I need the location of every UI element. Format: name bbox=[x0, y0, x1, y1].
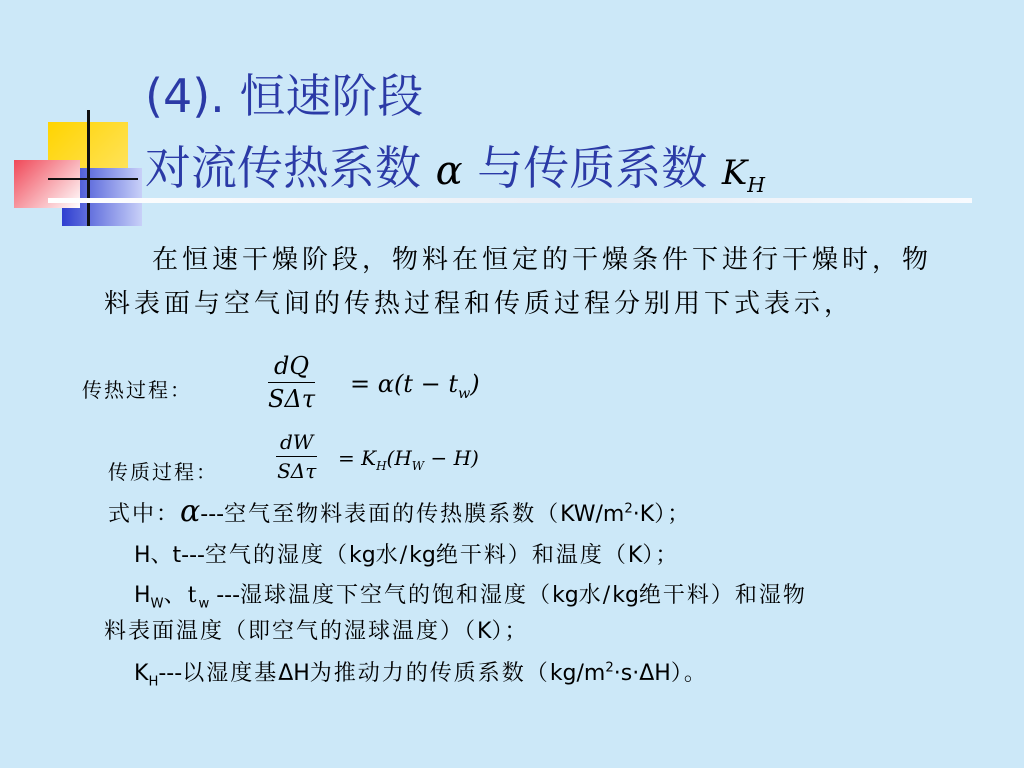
def3-line2-unit: K bbox=[477, 619, 492, 644]
def4-cn-b: 为推动力的传质系数（ bbox=[309, 661, 550, 686]
def4-k-sub: H bbox=[148, 674, 159, 690]
mass-rhs-c: − H) bbox=[424, 446, 479, 470]
deco-vertical-line bbox=[87, 110, 90, 226]
def1-end: ）； bbox=[654, 502, 692, 527]
mass-rhs-a: = K bbox=[338, 446, 377, 470]
def3-t-sub: w bbox=[198, 596, 210, 612]
def3-unit-b: kg bbox=[612, 583, 639, 608]
title-text-b: 与传质系数 bbox=[477, 141, 708, 195]
def2-cn-c: 绝干料）和温度（ bbox=[435, 543, 628, 568]
def3-cn-a: 湿球温度下空气的饱和湿度（ bbox=[240, 583, 553, 608]
def1-dashes: --- bbox=[200, 502, 225, 527]
mass-numerator: dW bbox=[276, 430, 317, 457]
def3-line2-end: ）； bbox=[491, 619, 529, 644]
mass-rhs-sub2: W bbox=[411, 459, 425, 473]
def4-dashes: --- bbox=[158, 661, 183, 686]
kh-sub: H bbox=[747, 172, 766, 197]
mass-rhs-b: (H bbox=[386, 446, 412, 470]
def3-dashes: --- bbox=[209, 583, 241, 608]
def2-unit-c: K bbox=[627, 543, 643, 568]
def4-unit-a: kg/m bbox=[549, 661, 606, 686]
kh-base: K bbox=[721, 153, 748, 193]
def2-unit-b: kg bbox=[409, 543, 436, 568]
alpha-symbol: α bbox=[435, 148, 463, 194]
def4-k: K bbox=[134, 661, 149, 686]
def1-cn: 空气至物料表面的传热膜系数（ bbox=[224, 502, 561, 527]
definition-hw-tw-line2 bbox=[104, 614, 528, 645]
def1-unit-a: KW/m bbox=[560, 502, 625, 527]
title-line-2 bbox=[145, 132, 765, 198]
def2-end: ）； bbox=[642, 543, 680, 568]
title-text-a: 对流传热系数 bbox=[145, 141, 421, 195]
def2-cn-a: 空气的湿度（ bbox=[205, 543, 350, 568]
def2-vars: H、t--- bbox=[134, 543, 205, 568]
definition-hw-tw bbox=[134, 578, 807, 611]
definition-alpha bbox=[108, 494, 691, 529]
def3-sep: 、t bbox=[163, 583, 199, 608]
def3-cn-b: 水/ bbox=[578, 583, 613, 608]
mass-fraction bbox=[276, 430, 317, 483]
heat-rhs bbox=[350, 370, 480, 402]
def1-alpha-symbol: α bbox=[180, 494, 201, 529]
def3-h-sub: W bbox=[150, 596, 164, 612]
def4-end: ）。 bbox=[670, 661, 708, 686]
title-line-1: (4). 恒速阶段 bbox=[145, 69, 424, 123]
mass-denominator: SΔτ bbox=[277, 459, 317, 483]
def1-prefix: 式中： bbox=[108, 502, 181, 527]
definition-h-t bbox=[134, 538, 679, 569]
heat-numerator: dQ bbox=[268, 352, 315, 383]
def2-cn-b: 水/ bbox=[375, 543, 410, 568]
heat-rhs-b: ) bbox=[470, 370, 480, 398]
def3-cn-c: 绝干料）和湿物 bbox=[638, 583, 807, 608]
mass-rhs-sub1: H bbox=[376, 459, 387, 473]
heat-rhs-a: = α(t − t bbox=[350, 370, 458, 398]
heat-transfer-label: 传热过程： bbox=[82, 378, 192, 402]
def3-unit-a: kg bbox=[552, 583, 579, 608]
def4-unit-b: ·s·ΔH bbox=[613, 661, 671, 686]
def1-unit-b: ·K bbox=[632, 502, 655, 527]
kh-symbol bbox=[721, 153, 766, 197]
deco-horizontal-line bbox=[48, 178, 138, 180]
def3-h: H bbox=[134, 583, 151, 608]
heat-fraction bbox=[268, 352, 315, 413]
def1-unit-sup: 2 bbox=[624, 501, 633, 517]
def3-line2-a: 料表面温度（即空气的湿球温度）（ bbox=[104, 619, 478, 644]
mass-transfer-label: 传质过程： bbox=[108, 460, 218, 484]
heat-rhs-sub: w bbox=[457, 385, 471, 402]
def2-unit-a: kg bbox=[349, 543, 376, 568]
def4-unit-sup: 2 bbox=[605, 660, 614, 676]
mass-rhs bbox=[338, 446, 479, 473]
def4-dh: ΔH bbox=[278, 661, 310, 686]
definition-kh bbox=[134, 656, 708, 689]
def4-cn-a: 以湿度基 bbox=[182, 661, 279, 686]
heat-denominator: SΔτ bbox=[268, 385, 316, 413]
title-underline bbox=[48, 198, 972, 203]
intro-paragraph: 在恒速干燥阶段，物料在恒定的干燥条件下进行干燥时，物料表面与空气间的传热过程和传质过程分别用下式表示， bbox=[104, 245, 933, 319]
